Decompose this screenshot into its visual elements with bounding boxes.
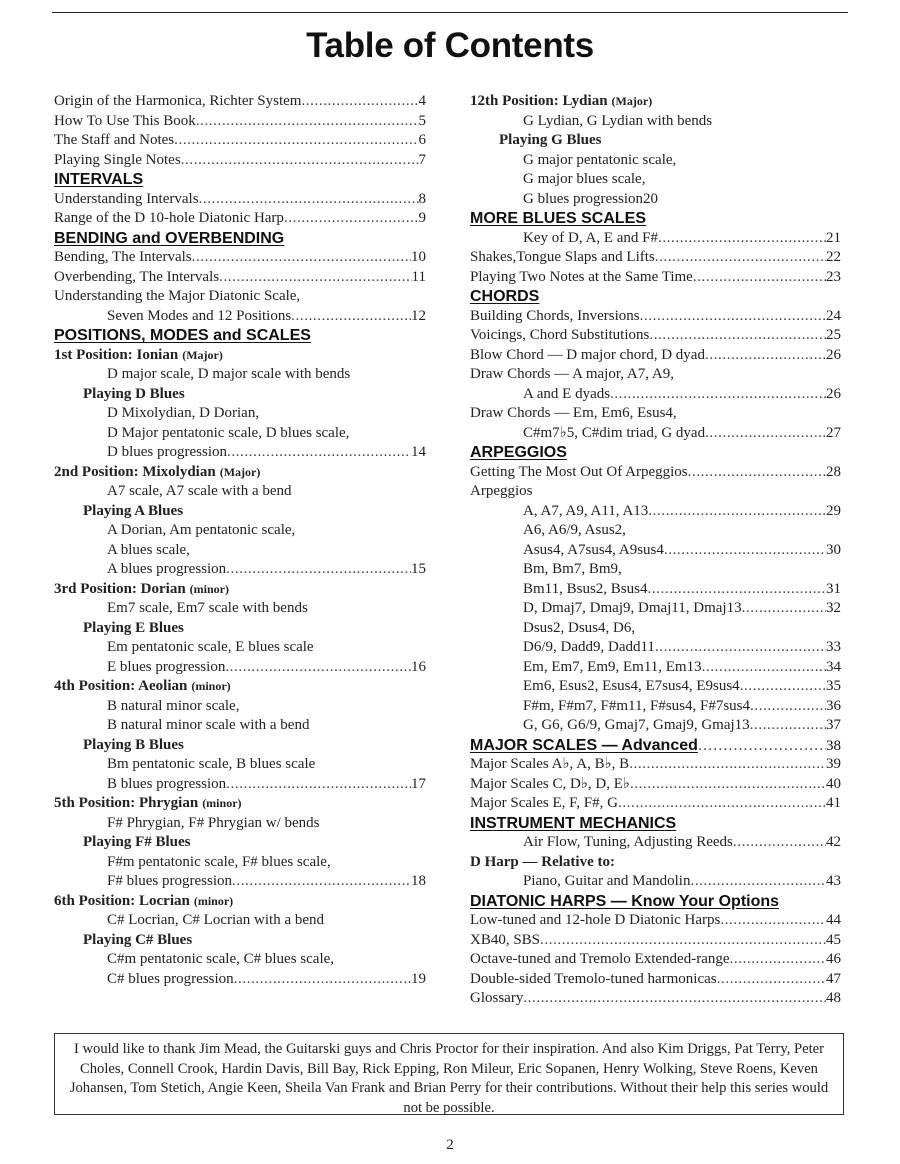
toc-entry-title: Arpeggios <box>470 483 533 499</box>
toc-entry <box>54 794 426 814</box>
toc-entry-title: G Lydian, G Lydian with bends <box>523 112 713 129</box>
acknowledgements-box <box>54 1033 844 1115</box>
toc-entry-title: Range of the D 10-hole Diatonic Harp <box>54 210 284 226</box>
toc-entry-title: DIATONIC HARPS — Know Your Options <box>470 892 780 910</box>
toc-entry-note: (Major) <box>182 347 223 362</box>
dot-leader <box>629 755 826 775</box>
toc-entry <box>470 248 841 268</box>
toc-entry-title: Em6, Esus2, Esus4, E7sus4, E9sus4 <box>523 678 740 694</box>
toc-entry <box>470 833 841 853</box>
toc-entry-title: A6, A6/9, Asus2, <box>523 522 626 538</box>
dot-leader <box>291 307 411 327</box>
dot-leader <box>655 248 826 268</box>
toc-entry <box>54 541 426 561</box>
toc-page-number: 6 <box>418 132 426 148</box>
toc-entry-note: (minor) <box>189 581 229 596</box>
dot-leader <box>181 151 419 171</box>
toc-page-number: 32 <box>826 600 841 616</box>
toc-page-number: 33 <box>826 639 841 655</box>
toc-entry <box>54 814 426 834</box>
toc-entry <box>470 307 841 327</box>
toc-entry-title: Origin of the Harmonica, Richter System <box>54 93 302 109</box>
toc-entry <box>470 794 841 814</box>
toc-page-number: 29 <box>826 502 841 519</box>
dot-leader <box>750 697 826 717</box>
toc-entry <box>54 268 426 288</box>
dot-leader <box>649 326 826 346</box>
toc-entry <box>54 599 426 619</box>
dot-leader <box>648 502 826 522</box>
dot-leader <box>658 229 826 249</box>
toc-entry <box>54 463 426 483</box>
dot-leader <box>232 872 411 892</box>
toc-entry-title: B natural minor scale, <box>107 697 240 714</box>
toc-entry-title: D major scale, D major scale with bends <box>107 366 351 382</box>
toc-entry <box>470 463 841 483</box>
dot-leader <box>219 268 411 288</box>
toc-page-number: 4 <box>418 93 426 109</box>
toc-entry-title: Dsus2, Dsus4, D6, <box>523 619 636 636</box>
toc-entry-title: D Harp — Relative to: <box>470 853 615 870</box>
toc-page-number: 42 <box>826 834 841 850</box>
toc-page-number: 12 <box>411 307 426 324</box>
toc-section-heading <box>470 287 841 307</box>
toc-entry-note: (minor) <box>193 893 234 908</box>
toc-entry-title: MAJOR SCALES — Advanced <box>470 736 698 754</box>
toc-entry <box>470 385 841 405</box>
dot-leader <box>742 599 826 619</box>
toc-entry-note: (minor) <box>202 796 242 810</box>
toc-entry <box>54 931 426 951</box>
toc-entry-title: Overbending, The Intervals <box>54 268 220 285</box>
toc-page-number: 37 <box>826 717 841 733</box>
toc-page-number: 17 <box>411 775 426 792</box>
toc-entry <box>470 268 841 288</box>
toc-entry <box>54 892 426 912</box>
dot-leader <box>192 248 411 268</box>
toc-entry <box>470 580 841 600</box>
toc-entry-title: POSITIONS, MODES and SCALES <box>54 327 311 344</box>
toc-page-number: 35 <box>826 678 841 694</box>
toc-entry <box>54 775 426 795</box>
toc-entry <box>54 716 426 736</box>
toc-entry <box>54 521 426 541</box>
toc-entry-title: A blues scale, <box>107 541 190 558</box>
toc-entry <box>54 619 426 639</box>
toc-entry-title: Playing G Blues <box>499 132 602 148</box>
toc-entry-title: INSTRUMENT MECHANICS <box>470 814 677 832</box>
toc-entry-title: 2nd Position: Mixolydian <box>54 463 216 480</box>
toc-entry <box>470 658 841 678</box>
toc-page-number: 30 <box>826 541 841 558</box>
toc-entry-title: Playing Two Notes at the Same Time <box>470 268 693 285</box>
toc-entry-title: Understanding Intervals <box>54 190 199 207</box>
toc-entry-title: 4th Position: Aeolian <box>54 678 188 694</box>
dot-leader <box>227 443 411 463</box>
top-rule <box>52 12 848 13</box>
toc-entry <box>470 424 841 444</box>
toc-entry <box>54 151 426 171</box>
toc-entry-title: 6th Position: Locrian <box>54 892 190 909</box>
toc-page-number: 26 <box>826 385 841 402</box>
toc-entry-title: Double-sided Tremolo-tuned harmonicas <box>470 970 717 987</box>
dot-leader <box>730 950 826 970</box>
toc-entry-title: INTERVALS <box>54 171 144 188</box>
page-number: 2 <box>446 1137 454 1153</box>
toc-entry-title: BENDING and OVERBENDING <box>54 229 285 247</box>
toc-entry <box>54 365 426 385</box>
toc-entry <box>470 970 841 990</box>
toc-entry <box>54 853 426 873</box>
toc-entry <box>54 190 426 210</box>
toc-entry-title: Voicings, Chord Substitutions <box>470 327 650 343</box>
toc-entry <box>470 950 841 970</box>
toc-entry <box>470 677 841 697</box>
toc-right-column <box>470 92 841 1009</box>
toc-entry-title: Playing E Blues <box>83 619 184 636</box>
toc-entry-title: D blues progression <box>107 444 227 460</box>
toc-entry-title: Playing A Blues <box>83 502 184 519</box>
toc-entry <box>470 365 841 385</box>
toc-entry-title: Building Chords, Inversions <box>470 307 640 324</box>
toc-page-number: 36 <box>826 697 841 714</box>
toc-entry <box>470 560 841 580</box>
toc-entry <box>54 307 426 327</box>
toc-entry <box>470 697 841 717</box>
toc-entry <box>470 911 841 931</box>
toc-entry-title: 5th Position: Phrygian <box>54 795 199 811</box>
toc-entry <box>54 131 426 151</box>
toc-entry-title: B natural minor scale with a bend <box>107 717 310 733</box>
toc-entry <box>470 619 841 639</box>
toc-section-heading <box>470 209 841 229</box>
toc-entry-note: (Major) <box>219 464 261 479</box>
toc-entry <box>54 755 426 775</box>
toc-page-number: 43 <box>826 873 841 889</box>
dot-leader <box>199 190 419 210</box>
toc-entry <box>470 404 841 424</box>
dot-leader <box>301 92 418 112</box>
toc-page-number: 9 <box>418 210 426 226</box>
toc-page-number: 22 <box>826 249 841 265</box>
toc-page-number: 41 <box>826 795 841 811</box>
toc-entry <box>470 131 841 151</box>
toc-entry <box>54 638 426 658</box>
toc-page-number: 14 <box>411 444 426 460</box>
toc-entry <box>54 287 426 307</box>
toc-entry-title: Shakes,Tongue Slaps and Lifts <box>470 249 655 265</box>
dot-leader <box>226 775 411 795</box>
toc-page-number: 23 <box>826 268 841 285</box>
dot-leader <box>630 775 826 795</box>
toc-entry <box>54 950 426 970</box>
toc-entry-title: A7 scale, A7 scale with a bend <box>107 483 292 499</box>
toc-entry <box>470 716 841 736</box>
toc-entry-title: MORE BLUES SCALES <box>470 210 647 227</box>
toc-page-number: 40 <box>826 775 841 792</box>
toc-page-number: 16 <box>411 658 426 675</box>
toc-page-number: 38 <box>826 737 841 754</box>
toc-entry-title: Playing F# Blues <box>83 834 191 850</box>
toc-entry <box>54 248 426 268</box>
toc-entry <box>54 697 426 717</box>
toc-entry-title: Seven Modes and 12 Positions <box>107 307 292 324</box>
toc-entry <box>470 853 841 873</box>
toc-entry-title: Glossary <box>470 990 524 1006</box>
toc-entry <box>470 599 841 619</box>
toc-entry-title: C#m7♭5, C#dim triad, G dyad <box>523 424 706 441</box>
toc-entry <box>54 911 426 931</box>
toc-entry-title: Key of D, A, E and F# <box>523 229 658 246</box>
toc-entry-title: 3rd Position: Dorian <box>54 580 186 597</box>
toc-entry <box>470 326 841 346</box>
toc-page-number: 11 <box>411 268 426 285</box>
toc-entry-title: C#m pentatonic scale, C# blues scale, <box>107 951 335 967</box>
toc-entry-title: G, G6, G6/9, Gmaj7, Gmaj9, Gmaj13 <box>523 717 750 733</box>
dot-leader <box>618 794 826 814</box>
toc-entry-title: F# Phrygian, F# Phrygian w/ bends <box>107 814 320 831</box>
toc-entry <box>54 677 426 697</box>
toc-entry-title: A, A7, A9, A11, A13 <box>523 502 649 519</box>
toc-page-number: 8 <box>418 190 426 207</box>
toc-entry <box>470 502 841 522</box>
toc-entry-title: Bending, The Intervals <box>54 249 192 265</box>
toc-page-number: 34 <box>826 658 841 675</box>
toc-page-number: 18 <box>411 873 426 889</box>
toc-page-number: 24 <box>826 307 841 324</box>
toc-page-number: 45 <box>826 931 841 948</box>
toc-page-number: 31 <box>826 580 841 597</box>
dot-leader <box>174 131 418 151</box>
toc-entry-title: Em pentatonic scale, E blues scale <box>107 639 314 655</box>
page-title: Table of Contents <box>306 26 594 65</box>
toc-entry-title: F#m pentatonic scale, F# blues scale, <box>107 853 331 870</box>
toc-page-number: 19 <box>411 970 426 987</box>
toc-entry-title: Octave-tuned and Tremolo Extended-range <box>470 951 730 967</box>
toc-entry <box>54 404 426 424</box>
toc-entry-title: Bm, Bm7, Bm9, <box>523 561 622 577</box>
dot-leader <box>720 911 826 931</box>
toc-page-number: 10 <box>411 249 426 265</box>
toc-entry-title: Em7 scale, Em7 scale with bends <box>107 600 308 616</box>
dot-leader <box>610 385 826 405</box>
dot-leader <box>196 112 419 132</box>
toc-entry-title: 1st Position: Ionian <box>54 346 179 363</box>
toc-entry <box>470 541 841 561</box>
toc-entry <box>470 346 841 366</box>
toc-entry-title: Major Scales C, D♭, D, E♭ <box>470 775 630 792</box>
toc-entry-title: Playing C# Blues <box>83 931 193 948</box>
toc-entry <box>54 833 426 853</box>
toc-entry-title: Asus4, A7sus4, A9sus4 <box>523 541 664 558</box>
toc-entry-title: B blues progression <box>107 775 227 792</box>
dot-leader <box>698 736 826 756</box>
toc-entry <box>470 872 841 892</box>
toc-entry <box>470 229 841 249</box>
toc-entry <box>470 170 841 190</box>
toc-entry-title: A Dorian, Am pentatonic scale, <box>107 522 296 538</box>
toc-entry <box>54 502 426 522</box>
acknowledgements-text: I would like to thank Jim Mead, the Guitarski guys and Chris Proctor for their inspiration. And also Kim Driggs, Pat Terry, Peter Choles, Connell Crook, Hardin Davis, Bill Bay, Rick Epping, Ron Mileur, Eric Sopanen, Henry Wolking, Steve Roens, Keven Johansen, Tom Stetich, Angie Keen, Sheila Van Frank and Brian Perry for their contributions. Without their help this series would not be possible. <box>69 1041 829 1116</box>
toc-entry <box>54 424 426 444</box>
dot-leader <box>540 931 826 951</box>
dot-leader <box>693 268 826 288</box>
toc-entry <box>54 92 426 112</box>
toc-entry-title: CHORDS <box>470 288 540 305</box>
toc-entry-title: Low-tuned and 12-hole D Diatonic Harps <box>470 912 721 928</box>
toc-page-number: 28 <box>826 463 841 480</box>
toc-entry-title: 12th Position: Lydian <box>470 93 608 109</box>
dot-leader <box>284 209 419 229</box>
toc-page-number: 5 <box>418 112 426 129</box>
toc-entry <box>54 970 426 990</box>
dot-leader <box>690 872 826 892</box>
toc-entry-title: D Mixolydian, D Dorian, <box>107 405 260 421</box>
toc-entry-title: Draw Chords — Em, Em6, Esus4, <box>470 405 677 421</box>
toc-page-number: 21 <box>826 229 841 246</box>
toc-entry-title: XB40, SBS <box>470 931 541 948</box>
toc-entry-title: F# blues progression <box>107 873 232 889</box>
toc-entry-note: (minor) <box>191 679 231 693</box>
toc-page-number: 27 <box>826 424 841 441</box>
toc-entry-title: Bm pentatonic scale, B blues scale <box>107 756 316 772</box>
toc-section-heading <box>54 326 426 346</box>
toc-entry <box>470 775 841 795</box>
dot-leader <box>655 638 826 658</box>
toc-entry <box>54 346 426 366</box>
toc-entry <box>470 92 841 112</box>
dot-leader <box>688 463 826 483</box>
toc-left-column <box>54 92 426 989</box>
toc-page-number: 26 <box>826 346 841 363</box>
toc-entry-title: How To Use This Book <box>54 112 196 129</box>
toc-section-heading <box>470 736 841 756</box>
toc-entry <box>470 190 841 210</box>
toc-entry-title: The Staff and Notes <box>54 132 175 148</box>
toc-entry-title: Understanding the Major Diatonic Scale, <box>54 288 301 304</box>
toc-entry <box>54 736 426 756</box>
dot-leader <box>705 424 826 444</box>
toc-entry-title: A blues progression <box>107 561 227 577</box>
toc-entry-title: A and E dyads <box>523 385 611 402</box>
toc-page-number: 44 <box>826 912 841 928</box>
dot-leader <box>234 970 411 990</box>
toc-entry <box>470 989 841 1009</box>
toc-entry <box>470 755 841 775</box>
toc-page-number: 39 <box>826 756 841 772</box>
dot-leader <box>647 580 826 600</box>
toc-entry-title: G major blues scale, <box>523 171 646 187</box>
toc-entry-title: C# blues progression <box>107 970 234 987</box>
toc-entry-title: Getting The Most Out Of Arpeggios <box>470 463 688 480</box>
toc-section-heading <box>470 443 841 463</box>
toc-page-number: 15 <box>411 561 426 577</box>
toc-entry-title: Playing Single Notes <box>54 151 181 168</box>
toc-entry <box>470 521 841 541</box>
toc-entry-title: C# Locrian, C# Locrian with a bend <box>107 912 325 928</box>
toc-entry-title: Em, Em7, Em9, Em11, Em13 <box>523 658 702 675</box>
toc-section-heading <box>470 814 841 834</box>
toc-entry-title: D, Dmaj7, Dmaj9, Dmaj11, Dmaj13 <box>523 600 742 616</box>
toc-section-heading <box>54 229 426 249</box>
toc-page-number: 46 <box>826 951 841 967</box>
dot-leader <box>705 346 826 366</box>
toc-entry-title: D6/9, Dadd9, Dadd11 <box>523 639 655 655</box>
toc-entry-title: D Major pentatonic scale, D blues scale, <box>107 424 350 441</box>
toc-entry-title: Playing D Blues <box>83 385 185 402</box>
toc-page-number: 25 <box>826 327 841 343</box>
toc-entry-title: Piano, Guitar and Mandolin <box>523 873 691 889</box>
toc-entry-note: (Major) <box>611 94 653 108</box>
toc-entry-title: Bm11, Bsus2, Bsus4 <box>523 580 648 597</box>
toc-entry <box>54 112 426 132</box>
toc-entry-title: E blues progression <box>107 658 226 675</box>
toc-section-heading <box>470 892 841 912</box>
dot-leader <box>523 989 826 1009</box>
toc-section-heading <box>54 170 426 190</box>
dot-leader <box>733 833 826 853</box>
dot-leader <box>717 970 826 990</box>
toc-entry <box>54 560 426 580</box>
dot-leader <box>702 658 826 678</box>
toc-entry <box>470 482 841 502</box>
toc-entry <box>54 580 426 600</box>
toc-entry-title: F#m, F#m7, F#m11, F#sus4, F#7sus4 <box>523 697 751 714</box>
toc-entry <box>470 112 841 132</box>
dot-leader <box>226 560 411 580</box>
dot-leader <box>664 541 826 561</box>
dot-leader <box>740 677 826 697</box>
toc-entry-title: ARPEGGIOS <box>470 444 567 461</box>
toc-page-number: 7 <box>418 151 426 168</box>
toc-entry <box>470 638 841 658</box>
dot-leader <box>225 658 411 678</box>
toc-entry <box>54 443 426 463</box>
toc-page-number: 48 <box>826 990 841 1006</box>
toc-entry-title: Playing B Blues <box>83 736 184 753</box>
toc-entry <box>54 658 426 678</box>
toc-entry-title: Air Flow, Tuning, Adjusting Reeds <box>523 834 733 850</box>
toc-page-number: 47 <box>826 970 841 987</box>
toc-entry <box>470 151 841 171</box>
dot-leader <box>640 307 826 327</box>
toc-entry <box>54 209 426 229</box>
toc-entry-title: G major pentatonic scale, <box>523 151 677 168</box>
toc-entry <box>54 872 426 892</box>
dot-leader <box>750 716 826 736</box>
toc-entry-title: G blues progression20 <box>523 190 658 207</box>
toc-entry-title: Blow Chord — D major chord, D dyad <box>470 346 705 363</box>
toc-entry <box>470 931 841 951</box>
toc-entry-title: Draw Chords — A major, A7, A9, <box>470 366 674 382</box>
toc-entry <box>54 385 426 405</box>
toc-entry-title: Major Scales A♭, A, B♭, B <box>470 756 630 772</box>
toc-entry-title: Major Scales E, F, F#, G <box>470 795 618 811</box>
toc-entry <box>54 482 426 502</box>
